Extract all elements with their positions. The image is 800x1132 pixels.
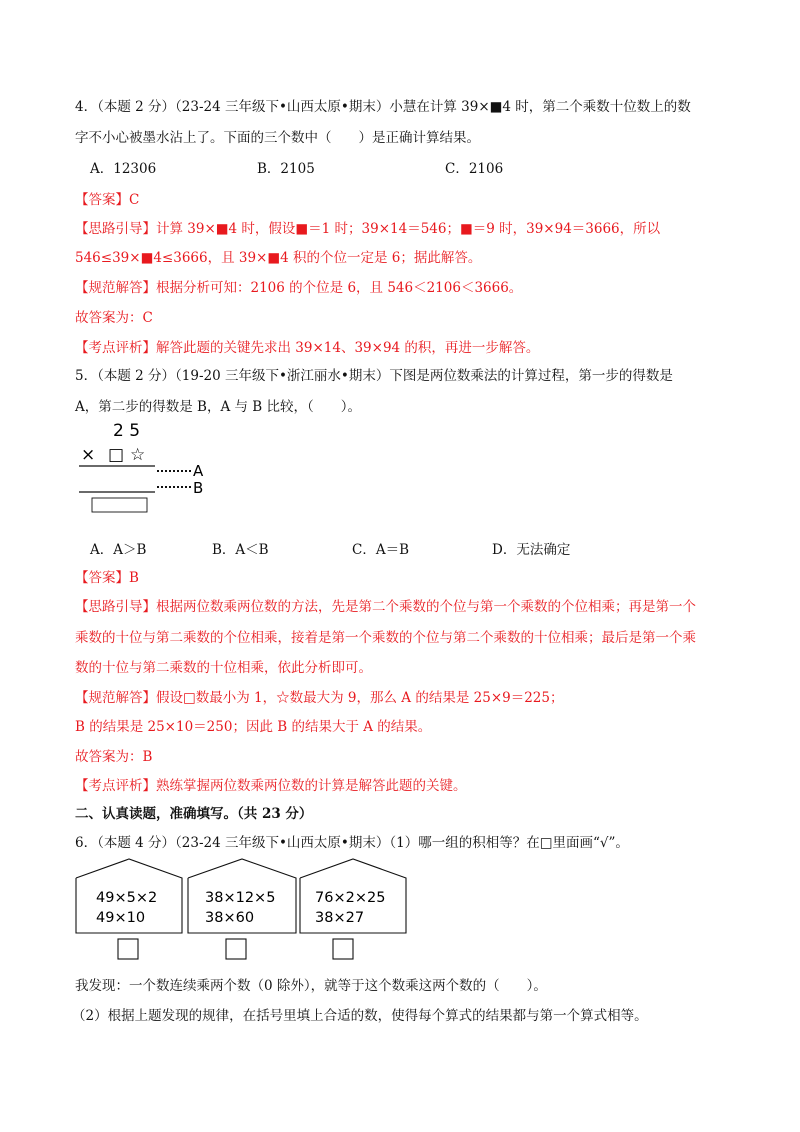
q5-stem-line1: 5．（本题 2 分）（19-20 三年级下•浙江丽水•期末）下图是两位数乘法的计算过程，第一步的得数是: [75, 368, 673, 384]
q4-stem-line2: 字不小心被墨水沾上了。下面的三个数中（ ）是正确计算结果。: [75, 130, 480, 146]
point-text: 熟练掌握两位数乘两位数的计算是解答此题的关键。: [156, 778, 467, 794]
q4-answer: [75, 190, 139, 210]
q4-stem-line1: 4．（本题 2 分）（23-24 三年级下•山西太原•期末）小慧在计算 39×■4 时，第二个乘数十位数上的数: [75, 99, 691, 115]
q4-final-answer: 故答案为：C: [75, 310, 153, 326]
answer-value: C: [129, 192, 140, 208]
q4-option-c: C．2106: [445, 161, 504, 177]
q5-point: [75, 776, 467, 796]
solve-tag: 【规范解答】: [75, 690, 156, 706]
q6-finding: 我发现：一个数连续乘两个数（0 除外），就等于这个数乘这两个数的（ ）。: [75, 978, 547, 994]
answer-value: B: [129, 570, 139, 586]
solve-text: 根据分析可知：2106 的个位是 6，且 546＜2106＜3666。: [156, 280, 523, 296]
q5-final-answer: 故答案为：B: [75, 749, 153, 765]
house-3-line2: 38×27: [315, 910, 365, 926]
figure-result-box: [92, 498, 147, 512]
answer-tag: 【答案】: [75, 192, 129, 208]
section-2-title: 二、认真读题，准确填写。（共 23 分）: [75, 806, 313, 822]
q6-stem: 6．（本题 4 分）（23-24 三年级下•山西太原•期末）（1）哪一组的积相等？在□里面画“√”。: [75, 835, 629, 851]
house-1-checkbox[interactable]: [118, 939, 138, 959]
point-tag: 【考点评析】: [75, 340, 156, 356]
q5-option-a: A．A＞B: [90, 542, 147, 558]
house-3-line1: 76×2×25: [315, 890, 386, 906]
solve-tag: 【规范解答】: [75, 280, 156, 296]
q4-option-b: B．2105: [257, 161, 315, 177]
multiplication-figure: [75, 420, 225, 520]
q6-part2: （2）根据上题发现的规律，在括号里填上合适的数，使得每个算式的结果都与第一个算式相等。: [72, 1008, 648, 1024]
guide-text: 计算 39×■4 时，假设■＝1 时；39×14＝546；■＝9 时，39×94＝3666，所以: [156, 221, 661, 237]
q4-solve: [75, 278, 522, 298]
q5-stem-line2: A，第二步的得数是 B，A 与 B 比较，（ ）。: [75, 399, 362, 415]
q5-guide-line1: [75, 597, 696, 617]
houses-figure: [74, 857, 414, 965]
answer-tag: 【答案】: [75, 570, 129, 586]
house-1-line1: 49×5×2: [96, 890, 158, 906]
figure-top-digits: 2 5: [113, 421, 141, 441]
figure-label-b: B: [193, 479, 204, 497]
house-1: [76, 859, 182, 959]
q5-guide-line2: 乘数的十位与第二乘数的个位相乘，接着是第一个乘数的个位与第二个乘数的十位相乘；最后是第一个乘: [75, 630, 696, 646]
q5-solve-line1: [75, 688, 564, 708]
house-2-line2: 38×60: [205, 910, 255, 926]
house-3-checkbox[interactable]: [333, 939, 353, 959]
q4-option-a: A．12306: [90, 161, 157, 177]
figure-times: ×: [81, 445, 96, 465]
house-1-line2: 49×10: [96, 910, 146, 926]
point-tag: 【考点评析】: [75, 778, 156, 794]
q5-option-c: C．A＝B: [352, 542, 409, 558]
guide-tag: 【思路引导】: [75, 599, 156, 615]
figure-label-a: A: [193, 462, 204, 480]
figure-square: □: [108, 445, 125, 465]
q5-guide-line3: 数的十位与第二乘数的十位相乘，依此分析即可。: [75, 660, 372, 676]
q4-guide-line2: 546≤39×■4≤3666，且 39×■4 积的个位一定是 6；据此解答。: [75, 250, 482, 266]
q5-solve-line2: B 的结果是 25×10＝250；因此 B 的结果大于 A 的结果。: [75, 719, 432, 735]
q4-point: [75, 338, 539, 358]
house-2: [188, 859, 296, 959]
q4-guide-line1: [75, 219, 660, 239]
point-text: 解答此题的关键先求出 39×14、39×94 的积，再进一步解答。: [156, 340, 540, 356]
q5-option-b: B．A＜B: [212, 542, 269, 558]
house-2-checkbox[interactable]: [226, 939, 246, 959]
q5-answer: [75, 568, 139, 588]
house-3: [300, 859, 406, 959]
house-2-line1: 38×12×5: [205, 890, 276, 906]
figure-star-icon: ☆: [130, 445, 146, 465]
q5-option-d: D．无法确定: [492, 542, 571, 558]
guide-text: 根据两位数乘两位数的方法，先是第二个乘数的个位与第一个乘数的个位相乘；再是第一个: [156, 599, 696, 615]
solve-text: 假设□数最小为 1，☆数最大为 9，那么 A 的结果是 25×9＝225；: [156, 690, 564, 706]
guide-tag: 【思路引导】: [75, 221, 156, 237]
